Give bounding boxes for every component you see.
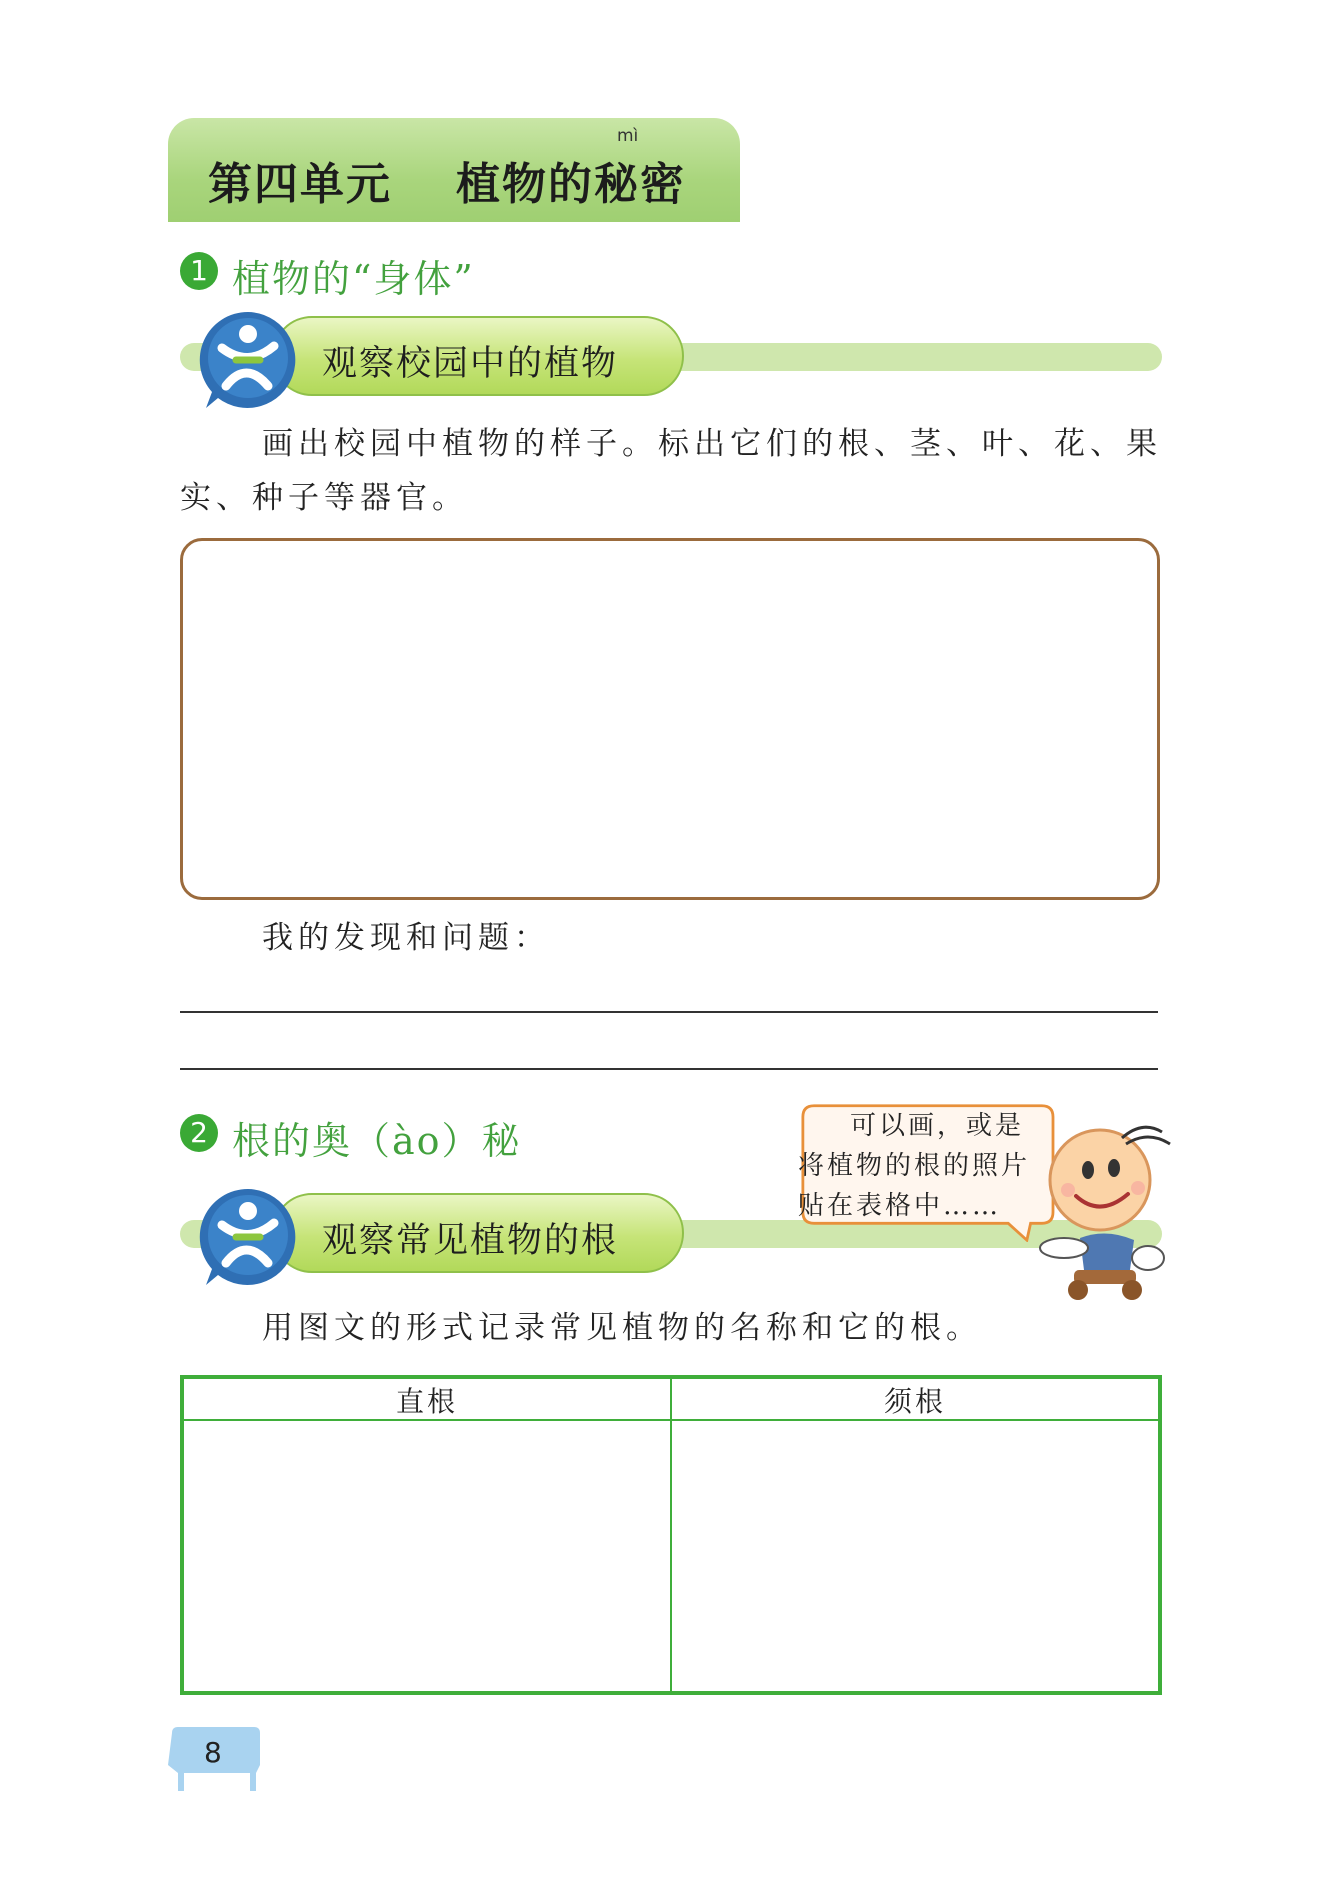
answer-line-1[interactable] <box>180 1011 1158 1013</box>
instruction-section-2: 用图文的形式记录常见植物的名称和它的根。 <box>262 1310 982 1346</box>
section-2-title: 根的奥（ào）秘 <box>232 1119 522 1163</box>
unit-topic: 植物的秘密 <box>456 159 686 210</box>
bubble-line-3: 贴在表格中…… <box>798 1191 1002 1221</box>
bubble-line-2: 将植物的根的照片 <box>798 1151 1031 1181</box>
table-header-fibrous-root: 须根 <box>883 1385 946 1418</box>
table-cell-taproot[interactable] <box>184 1421 670 1691</box>
observe-logo-icon <box>196 1185 300 1289</box>
discovery-prompt: 我的发现和问题： <box>262 920 550 956</box>
bubble-text <box>798 1106 1058 1226</box>
instruction-line-1: 画出校园中植物的样子。标出它们的根、茎、叶、花、果 <box>262 426 1162 462</box>
answer-line-2[interactable] <box>180 1068 1158 1070</box>
pinyin-annotation: mì <box>617 126 639 146</box>
page-number: 8 <box>204 1736 222 1769</box>
bubble-line-1: 可以画，或是 <box>850 1111 1025 1141</box>
observe-logo-icon <box>196 308 300 412</box>
instruction-line-2: 实、种子等器官。 <box>180 480 468 516</box>
drawing-area[interactable] <box>180 538 1160 900</box>
unit-label: 第四单元 <box>208 159 392 210</box>
cartoon-boy-mascot <box>1022 1120 1174 1304</box>
section-1-title: 植物的“身体” <box>232 257 475 301</box>
table-header-taproot: 直根 <box>395 1385 458 1418</box>
table-cell-fibrous-root[interactable] <box>672 1421 1158 1691</box>
activity-title-2: 观察常见植物的根 <box>322 1221 619 1261</box>
section-2-number: 2 <box>180 1114 218 1152</box>
activity-title-1: 观察校园中的植物 <box>322 344 619 384</box>
section-1-number: 1 <box>180 252 218 290</box>
